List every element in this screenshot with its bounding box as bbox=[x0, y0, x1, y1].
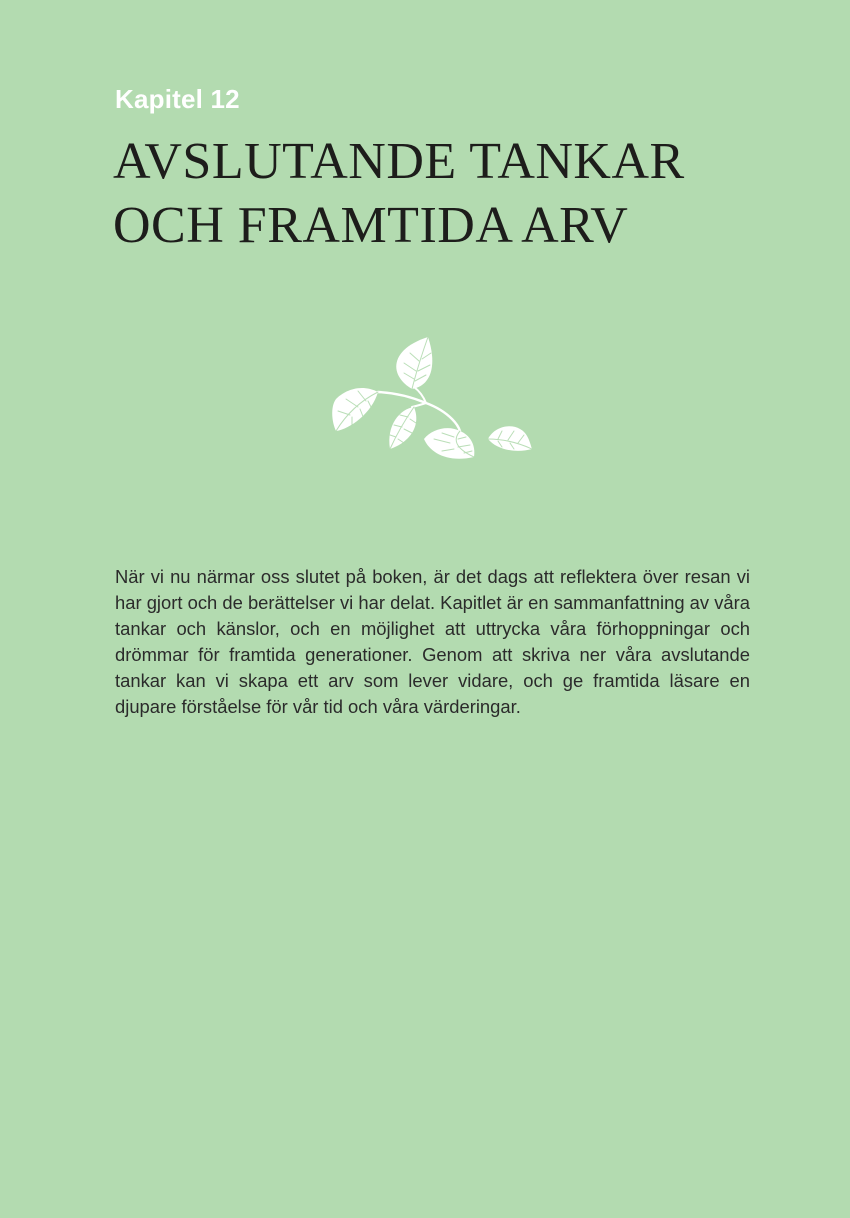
chapter-label: Kapitel 12 bbox=[115, 84, 240, 114]
chapter-title-line-2: OCH FRAMTIDA ARV bbox=[113, 197, 629, 254]
intro-paragraph: När vi nu närmar oss slutet på boken, är det dags att reflektera över resan vi har gjort och de berättelser vi har delat. Kapitlet är en sammanfattning av våra tankar och känslor, och en möjlighet att uttrycka våra förhoppningar och drömmar för framtida generationer. Genom att skriva ner våra avslutande tankar kan vi skapa ett arv som lever vidare, och ge framtida läsare en djupare förståelse för vår tid och våra värderingar. bbox=[115, 566, 750, 717]
chapter-title bbox=[113, 130, 685, 258]
chapter-title-line-1: AVSLUTANDE TANKAR bbox=[113, 133, 685, 190]
leaves-icon bbox=[330, 335, 532, 463]
